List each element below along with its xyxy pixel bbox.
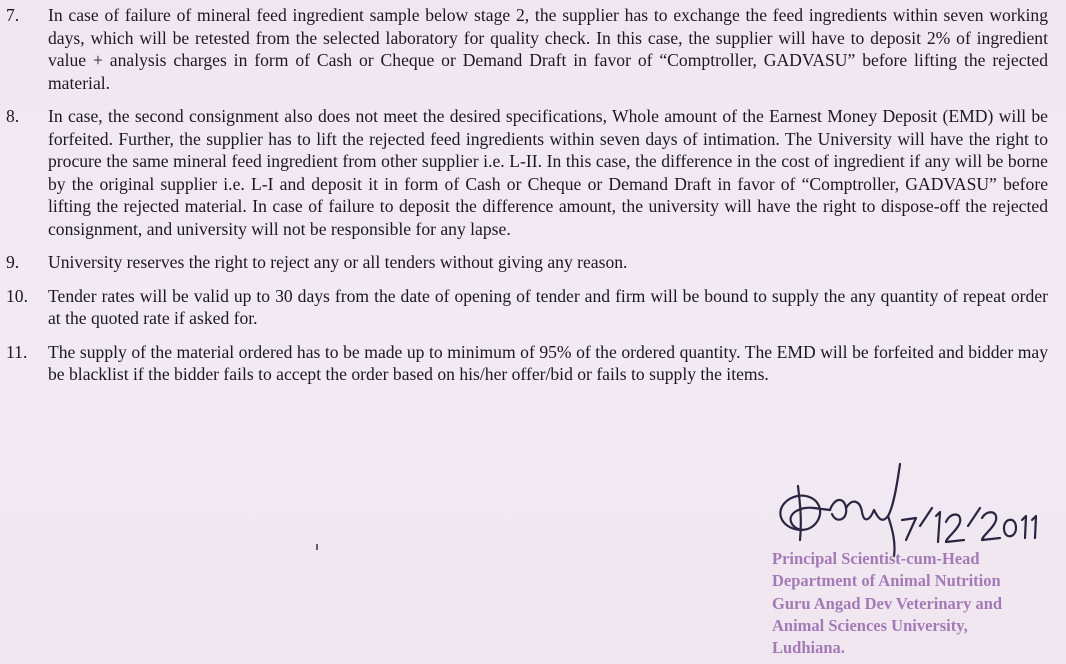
official-stamp xyxy=(772,548,1062,659)
stamp-line: Department of Animal Nutrition xyxy=(772,571,1001,591)
terms-list xyxy=(0,4,1066,397)
clause-text: The supply of the material ordered has to be made up to minimum of 95% of the ordered quantity. The EMD will be forfeited and bidder may be blacklist if the bidder fails to accept the order based on his/her offer/bid or fails to supply the items. xyxy=(48,341,1048,384)
clause-number: 9. xyxy=(6,252,20,272)
clause-number: 11. xyxy=(6,341,28,362)
clause-number: 10. xyxy=(6,285,28,306)
clause-11 xyxy=(0,341,1066,386)
clause-text: In case, the second consignment also does not meet the desired specifications, Whole amount of the Earnest Money Deposit (EMD) will be forfeited. Further, the supplier has to lift the rejected feed ingredients within seven days of intimation. The University will have the right to procure the same mineral feed ingredient from other supplier i.e. L-II. In this case, the difference in the cost of ingredient if any will be borne by the original supplier i.e. L-I and deposit it in form of Cash or Cheque or Demand Draft in favor of “Comptroller, GADVASU” before lifting the rejected material. In case of failure to deposit the difference amount, the university will have the right to dispose-off the rejected consignment, and university will not be responsible for any lapse. xyxy=(48,106,1048,239)
clause-number: 7. xyxy=(6,5,20,25)
stamp-line: Ludhiana. xyxy=(772,638,845,658)
stamp-line: Animal Sciences University, xyxy=(772,615,968,635)
clause-text: In case of failure of mineral feed ingredient sample below stage 2, the supplier has to exchange the feed ingredients within seven working days, which will be retested from the selected laboratory for quality check. In this case, the supplier will have to deposit 2% of ingredient value + analysis charges in form of Cash or Cheque or Demand Draft in favor of “Comptroller, GADVASU” before lifting the rejected material. xyxy=(48,5,1048,93)
clause-text: Tender rates will be valid up to 30 days from the date of opening of tender and firm will be bound to supply the any quantity of repeat order at the quoted rate if asked for. xyxy=(48,285,1048,328)
clause-7 xyxy=(0,4,1066,94)
clause-text: University reserves the right to reject any or all tenders without giving any reason. xyxy=(48,252,628,272)
clause-10 xyxy=(0,285,1066,330)
clause-number: 8. xyxy=(6,106,20,126)
clause-9 xyxy=(0,251,1066,274)
clause-8 xyxy=(0,105,1066,240)
stamp-line: Principal Scientist-cum-Head xyxy=(772,549,980,568)
scan-speck xyxy=(316,544,318,550)
stamp-line: Guru Angad Dev Veterinary and xyxy=(772,593,1003,613)
